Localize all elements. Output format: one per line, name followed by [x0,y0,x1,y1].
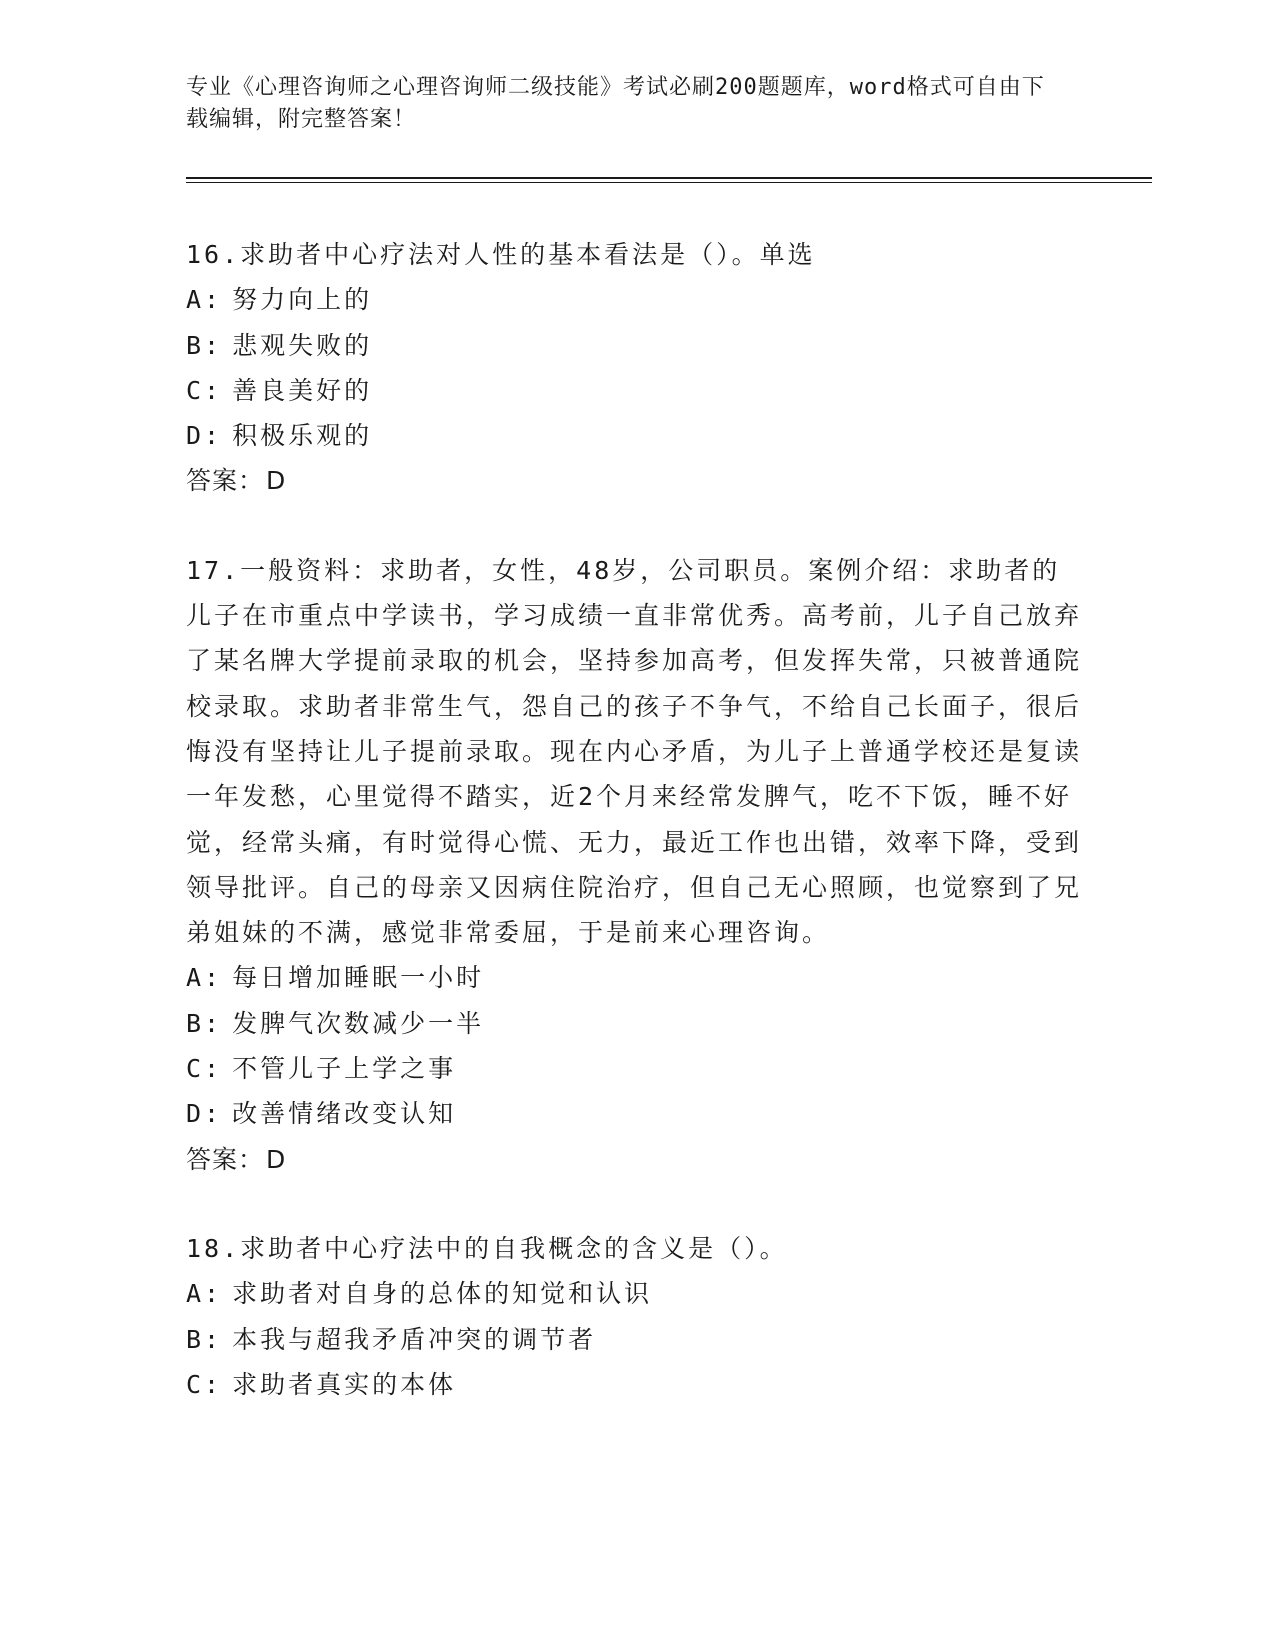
option-b [186,1001,1086,1046]
option-letter: B: [186,330,223,360]
answer-value: D [266,466,287,496]
option-letter: C: [186,375,223,405]
option-text: 积极乐观的 [232,421,373,451]
question-stem: 18.求助者中心疗法中的自我概念的含义是（）。 [186,1233,788,1263]
option-c [186,1046,1086,1091]
question-18 [186,1226,1086,1407]
option-text: 求助者对自身的总体的知觉和认识 [232,1279,653,1309]
option-letter: C: [186,1054,223,1084]
option-text: 善良美好的 [232,375,373,405]
option-c [186,368,1086,413]
option-letter: B: [186,1324,223,1354]
question-stem: 16.求助者中心疗法对人性的基本看法是（）。单选 [186,240,816,269]
option-text: 改善情绪改变认知 [232,1099,457,1129]
question-stem: 17.一般资料：求助者，女性，48岁，公司职员。案例介绍：求助者的儿子在市重点中学读书，学习成绩一直非常优秀。高考前，儿子自己放弃了某名牌大学提前录取的机会，坚持参加高考，但发挥失常，只被普通院校录取。求助者非常生气，怨自己的孩子不争气，不给自己长面子，很后悔没有坚持让儿子提前录取。现在内心矛盾，为儿子上普通学校还是复读一年发愁，心里觉得不踏实，近2个月来经常发脾气，吃不下饭，睡不好觉，经常头痛，有时觉得心慌、无力，最近工作也出错，效率下降，受到领导批评。自己的母亲又因病住院治疗，但自己无心照顾，也觉察到了兄弟姐妹的不满，感觉非常委屈，于是前来心理咨询。 [186,555,1083,948]
answer-line [186,458,1086,503]
option-text: 求助者真实的本体 [232,1369,457,1399]
option-text: 不管儿子上学之事 [232,1054,457,1084]
option-letter: A: [186,1279,223,1309]
option-d [186,413,1086,458]
option-d [186,1091,1086,1136]
option-text: 发脾气次数减少一半 [232,1008,485,1038]
document-header: 专业《心理咨询师之心理咨询师二级技能》考试必刷200题题库，word格式可自由下载编辑，附完整答案！ [186,75,1045,132]
option-text: 努力向上的 [232,285,373,315]
option-letter: D: [186,421,223,451]
option-letter: B: [186,1008,223,1038]
option-text: 悲观失败的 [232,330,373,360]
question-16 [186,232,1086,504]
option-letter: C: [186,1369,223,1399]
answer-label: 答案： [186,1144,265,1174]
option-text: 每日增加睡眠一小时 [232,963,485,993]
answer-label: 答案： [186,466,265,496]
option-b [186,1317,1086,1362]
option-letter: D: [186,1099,223,1129]
question-list [186,232,1086,1451]
option-letter: A: [186,285,223,315]
answer-value: D [266,1144,287,1174]
option-a [186,277,1086,322]
answer-line [186,1137,1086,1182]
question-17 [186,548,1086,1182]
option-text: 本我与超我矛盾冲突的调节者 [232,1324,597,1354]
option-b [186,323,1086,368]
header-divider-thick [186,177,1152,179]
option-a [186,1271,1086,1316]
header-divider-thin [186,182,1152,183]
option-letter: A: [186,963,223,993]
option-c [186,1362,1086,1407]
option-a [186,955,1086,1000]
